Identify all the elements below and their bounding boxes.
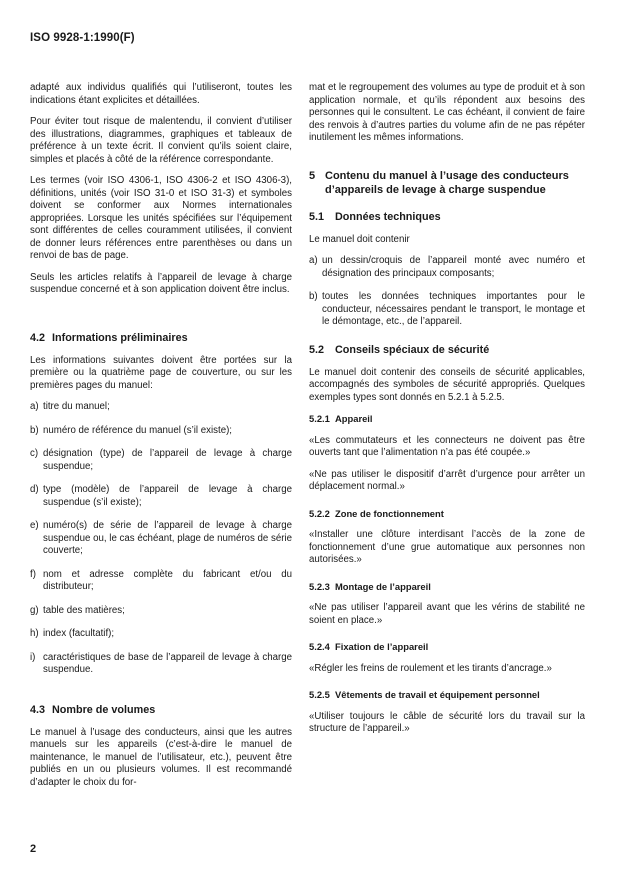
paragraph: Les termes (voir ISO 4306-1, ISO 4306-2 et ISO 4306-3), définitions, unités (voir ISO 31-0 et ISO 31-3) et symboles doivent se conformer aux Normes internationales appropriées. Lorsque les unités spécifiées sur l’équipement sont différentes de celles couramment utilisées, il convient de donner leurs références entre parenthèses ou dans un renvoi de bas de page. bbox=[30, 175, 292, 261]
section-title: Zone de fonctionnement bbox=[335, 507, 444, 519]
document-id: ISO 9928-1:1990(F) bbox=[30, 32, 135, 44]
list-item bbox=[309, 255, 585, 280]
list-label: b) bbox=[309, 291, 318, 302]
list-label: a) bbox=[30, 401, 39, 412]
right-column bbox=[309, 82, 585, 745]
list-text: numéro de référence du manuel (s’il existe); bbox=[43, 424, 232, 436]
paragraph: «Les commutateurs et les connecteurs ne doivent pas être ouverts tant que l’alimentation n’a pas été coupée.» bbox=[309, 434, 585, 458]
section-number: 5.2.3 bbox=[309, 580, 330, 592]
subsection-heading-5-2-1 bbox=[309, 413, 585, 426]
list-item bbox=[30, 652, 292, 677]
section-title: Nombre de volumes bbox=[52, 703, 156, 716]
list-text: numéro(s) de série de l’appareil de levage à charge suspendue ou, le cas échéant, plage de numéros de série couverte; bbox=[43, 520, 292, 556]
paragraph: Le manuel doit contenir bbox=[309, 233, 410, 245]
list-label: h) bbox=[30, 628, 39, 639]
paragraph: «Ne pas utiliser l’appareil avant que les vérins de stabilité ne soient en place.» bbox=[309, 602, 585, 626]
list-text: caractéristiques de base de l’appareil de levage à charge suspendue. bbox=[43, 651, 292, 675]
paragraph: «Utiliser toujours le câble de sécurité lors du travail sur la structure de l’appareil.» bbox=[309, 710, 585, 734]
section-number: 5.2.4 bbox=[309, 641, 330, 652]
paragraph: Le manuel doit contenir des conseils de sécurité applicables, accompagnés des symboles de sécurité appropriés. Quelques exemples types sont donnés en 5.2.1 à 5.2.5. bbox=[309, 366, 585, 403]
list-item bbox=[30, 520, 292, 558]
list-text: table des matières; bbox=[43, 604, 125, 616]
section-heading-5 bbox=[309, 169, 585, 198]
list-text: un dessin/croquis de l’appareil monté avec numéro et désignation des principaux composants; bbox=[322, 255, 585, 279]
list-item bbox=[30, 448, 292, 473]
section-heading-4-3 bbox=[30, 703, 292, 717]
section-title: Conseils spéciaux de sécurité bbox=[335, 343, 490, 356]
list-text: index (facultatif); bbox=[43, 628, 115, 639]
section-title: Appareil bbox=[335, 413, 373, 424]
section-title: Montage de l’appareil bbox=[335, 580, 431, 592]
paragraph: adapté aux individus qualifiés qui l’utiliseront, toutes les indications étant explicites et détaillées. bbox=[30, 82, 292, 106]
list-label: d) bbox=[30, 484, 39, 495]
section-title: Contenu du manuel à l’usage des conducteurs d’appareils de levage à charge suspendue bbox=[325, 169, 569, 196]
list-text: titre du manuel; bbox=[43, 401, 110, 412]
section-number: 5.2.2 bbox=[309, 507, 330, 519]
list-label: e) bbox=[30, 520, 39, 531]
paragraph: «Ne pas utiliser le dispositif d’arrêt d’urgence pour arrêter un déplacement normal.» bbox=[309, 468, 585, 492]
list-label: g) bbox=[30, 604, 39, 616]
list-label: c) bbox=[30, 448, 39, 459]
paragraph: Pour éviter tout risque de malentendu, il convient d’utiliser des illustrations, diagrammes, graphiques et tableaux de préférence à un texte écrit. Il convient qu’ils soient claire, simples et placés à côté de la référence correspondante. bbox=[30, 116, 292, 165]
section-number: 5 bbox=[309, 169, 316, 182]
paragraph: Le manuel à l’usage des conducteurs, ainsi que les autres manuels sur les appareils (c’est-à-dire le manuel de maintenance, le manuel de l’utilisateur, etc.), peuvent être publiés en un ou plusieurs volumes. Il est recommandé d’adapter le choix du for- bbox=[30, 726, 292, 788]
subsection-heading-5-2-3 bbox=[309, 581, 585, 594]
subsection-heading-5-2-5 bbox=[309, 689, 585, 702]
list-label: f) bbox=[30, 568, 36, 580]
list-item bbox=[30, 605, 292, 618]
page-number: 2 bbox=[30, 843, 37, 855]
subsection-heading-5-2-2 bbox=[309, 508, 585, 521]
section-heading-5-1 bbox=[309, 210, 585, 224]
list-item bbox=[309, 291, 585, 329]
section-number: 5.1 bbox=[309, 210, 325, 223]
section-heading-4-2 bbox=[30, 331, 292, 345]
list-label: i) bbox=[30, 651, 36, 663]
section-number: 5.2.1 bbox=[309, 413, 330, 424]
list-item bbox=[30, 425, 292, 438]
list-text: toutes les données techniques importantes pour le conducteur, nécessaires pendant le transport, le montage et le démontage, etc., de l’appareil. bbox=[322, 291, 585, 327]
list-label: b) bbox=[30, 424, 39, 436]
list-text: type (modèle) de l’appareil de levage à charge suspendue (s’il existe); bbox=[43, 484, 292, 508]
section-title: Données techniques bbox=[335, 210, 441, 223]
section-number: 4.2 bbox=[30, 331, 46, 344]
section-number: 4.3 bbox=[30, 703, 46, 716]
left-column bbox=[30, 82, 292, 798]
list-item bbox=[30, 401, 292, 414]
section-number: 5.2 bbox=[309, 343, 325, 356]
list-text: nom et adresse complète du fabricant et/ou du distributeur; bbox=[43, 568, 292, 592]
paragraph: Les informations suivantes doivent être portées sur la première ou la quatrième page de couverture, ou sur les premières pages du manuel: bbox=[30, 354, 292, 391]
section-number: 5.2.5 bbox=[309, 689, 330, 700]
paragraph: «Régler les freins de roulement et les tirants d’ancrage.» bbox=[309, 662, 552, 674]
section-title: Fixation de l’appareil bbox=[335, 641, 429, 652]
subsection-heading-5-2-4 bbox=[309, 641, 585, 654]
paragraph: «Installer une clôture interdisant l’accès de la zone de fonctionnement d’une grue automatique aux personnes non autorisées.» bbox=[309, 529, 585, 565]
list-label: a) bbox=[309, 255, 318, 266]
section-title: Vêtements de travail et équipement personnel bbox=[335, 689, 540, 700]
section-title: Informations préliminaires bbox=[52, 331, 188, 344]
list-item bbox=[30, 484, 292, 509]
list-item bbox=[30, 628, 292, 641]
list-text: désignation (type) de l’appareil de levage à charge suspendue; bbox=[43, 448, 292, 472]
list-item bbox=[30, 569, 292, 594]
paragraph: Seuls les articles relatifs à l’appareil de levage à charge suspendue concerné et à son application doivent être inclus. bbox=[30, 271, 292, 295]
section-heading-5-2 bbox=[309, 343, 585, 357]
paragraph: mat et le regroupement des volumes au type de produit et à son application normale, et qu’ils répondent aux besoins des personnes qui le consultent. Le cas échéant, il convient de faire des renvois à d’autres parties du volume afin de ne pas répéter inutilement les mêmes informations. bbox=[309, 82, 585, 143]
